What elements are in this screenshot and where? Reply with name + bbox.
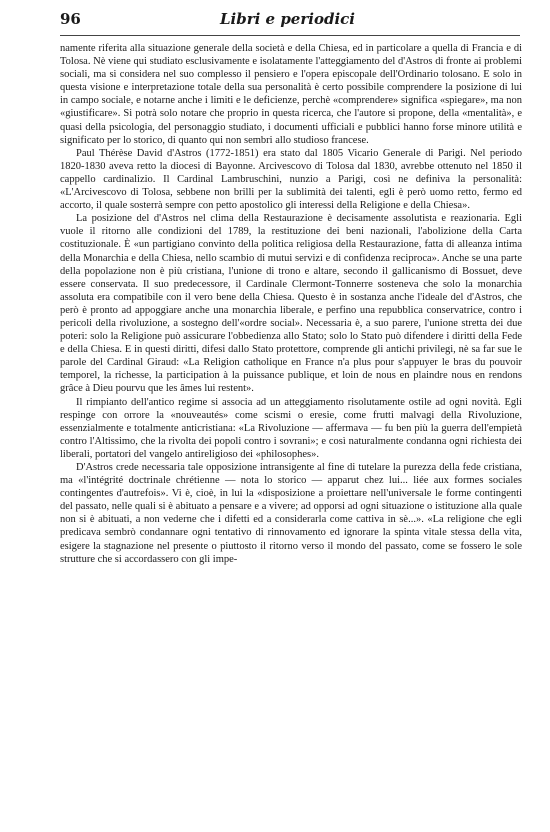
paragraph-4: Il rimpianto dell'antico regime si associa ad un atteggiamento risolutamente ostile ad ogni novità. Egli respinge con orrore la «nouveautés» come scismi o eresie, come frutti malvagi della Rivoluzione, essenzialmente e totalmente anticristiana: «La Rivoluzione — affermava — fu ben più la guerra dell'empietà contro l'Altissimo, che la rivolta dei popoli contro i sovrani»; e così naturalmente condanna ogni richiesta dei liberali, portatori del vangelo antireligioso dei «philosophes». (60, 396, 522, 460)
running-head: Libri e periodici (220, 10, 355, 28)
header-rule (60, 35, 520, 36)
page-header (60, 10, 520, 36)
paragraph-2: Paul Thérèse David d'Astros (1772-1851) era stato dal 1805 Vicario Generale di Parigi. Nel periodo 1820-1830 aveva retto la diocesi di Bayonne. Arcivescovo di Tolosa dal 1830, avrebbe ottenuto nel 1850 il cappello cardinalizio. Il Cardinal Lambruschini, nunzio a Parigi, così ne definiva la personalità: «L'Arcivescovo di Tolosa, sebbene non brilli per la sublimità dei talenti, egli è però uomo retto, fermo ed accorto, il quale sosterrà sempre con petto apostolico gli interessi della Religione e della Chiesa». (60, 147, 522, 212)
article-body (60, 42, 522, 566)
page-number: 96 (60, 10, 81, 28)
paragraph-5: D'Astros crede necessaria tale opposizione intransigente al fine di tutelare la purezza della fede cristiana, ma «l'intégrité doctrinale chrétienne — nota lo storico — apparut chez lui... liée aux formes sociales contingentes d'autrefois». Vi è, cioè, in lui la «disposizione a proiettare nell'universale le forme contingenti del passato, nelle quali si è abituato a pensare e a vivere; ad opporsi ad ogni situazione o istituzione alla quale non si è abituati, a non vederne che i difetti ed a considerarla come cattiva in sè...». «La religione che egli predicava sembrò condannare ogni tentativo di rinnovamento ed ignorare la spinta vitale stessa della vita, esigere la stagnazione nel presente o piuttosto il ritorno verso il mondo del passato, come se fossero le sole strutture che si accordassero con gli impe- (60, 462, 522, 565)
paragraph-3: La posizione del d'Astros nel clima della Restaurazione è decisamente assolutista e reazionaria. Egli vuole il ritorno alle condizioni del 1789, la restituzione dei beni nazionali, l'abolizione della Carta costituzionale. È «un partigiano convinto della politica religiosa della Restaurazione, fatta di alleanza intima della Monarchia e della Chiesa, nello scambio di mutui servizi e di confidenza reciproca». Anche se una parte della popolazione non è più cristiana, l'unione di trono e altare, secondo il gallicanismo di Bossuet, deve essere conservata. Il suo predecessore, il Cardinale Clermont-Tonnerre sosteneva che solo la monarchia assoluta era compatibile con il vero bene della Chiesa. Questo è in sostanza anche l'ideale del d'Astros, che però è pronto ad appoggiare anche una monarchia liberale, e perfino una repubblica conservatrice, contro i pericoli della rivoluzione, a sostegno dell'«ordre social». Necessaria è, a suo parere, l'unione stretta dei due poteri: solo la Religione può assicurare l'obbedienza allo Stato; solo lo Stato può difendere i diritti della Fede e della Chiesa. E in questi diritti, difesi dallo Stato protettore, comprende gli antichi privilegi, nè sa far sue le parole del Cardinal Giraud: «La Religion catholique en France n'a plus pour s'appuyer le bras du pouvoir temporel, la richesse, la participation à la puissance publique, et loin de nous en plaindre nous en rendons grâce à Dieu pourvu que les âmes lui restent». (60, 213, 522, 395)
paragraph-1: namente riferita alla situazione generale della società e della Chiesa, ed in particolare a quella di Francia e di Tolosa. Nè viene qui studiato esclusivamente e isolatamente l'atteggiamento del d'Astros di fronte ai problemi sociali, ma si considera nel suo complesso il pensiero e l'opera episcopale dell'Ordinario tolosano. E solo in questa visione e interpretazione totale della sua personalità è certo possibile comprendere la posizione di lui in campo sociale, e notarne anche i limiti e le deficienze, perchè «comprendere» significa «spiegare», ma non «giustificare». Si potrà solo notare che proprio in questa ricerca, che l'autore si propone, della «mentalità», e quasi della psicologia, del personaggio studiato, i documenti ufficiali e pubblici hanno forse minore utilità e significato per lo storico, di quanto qui non sembri allo studioso francese. (60, 43, 522, 146)
